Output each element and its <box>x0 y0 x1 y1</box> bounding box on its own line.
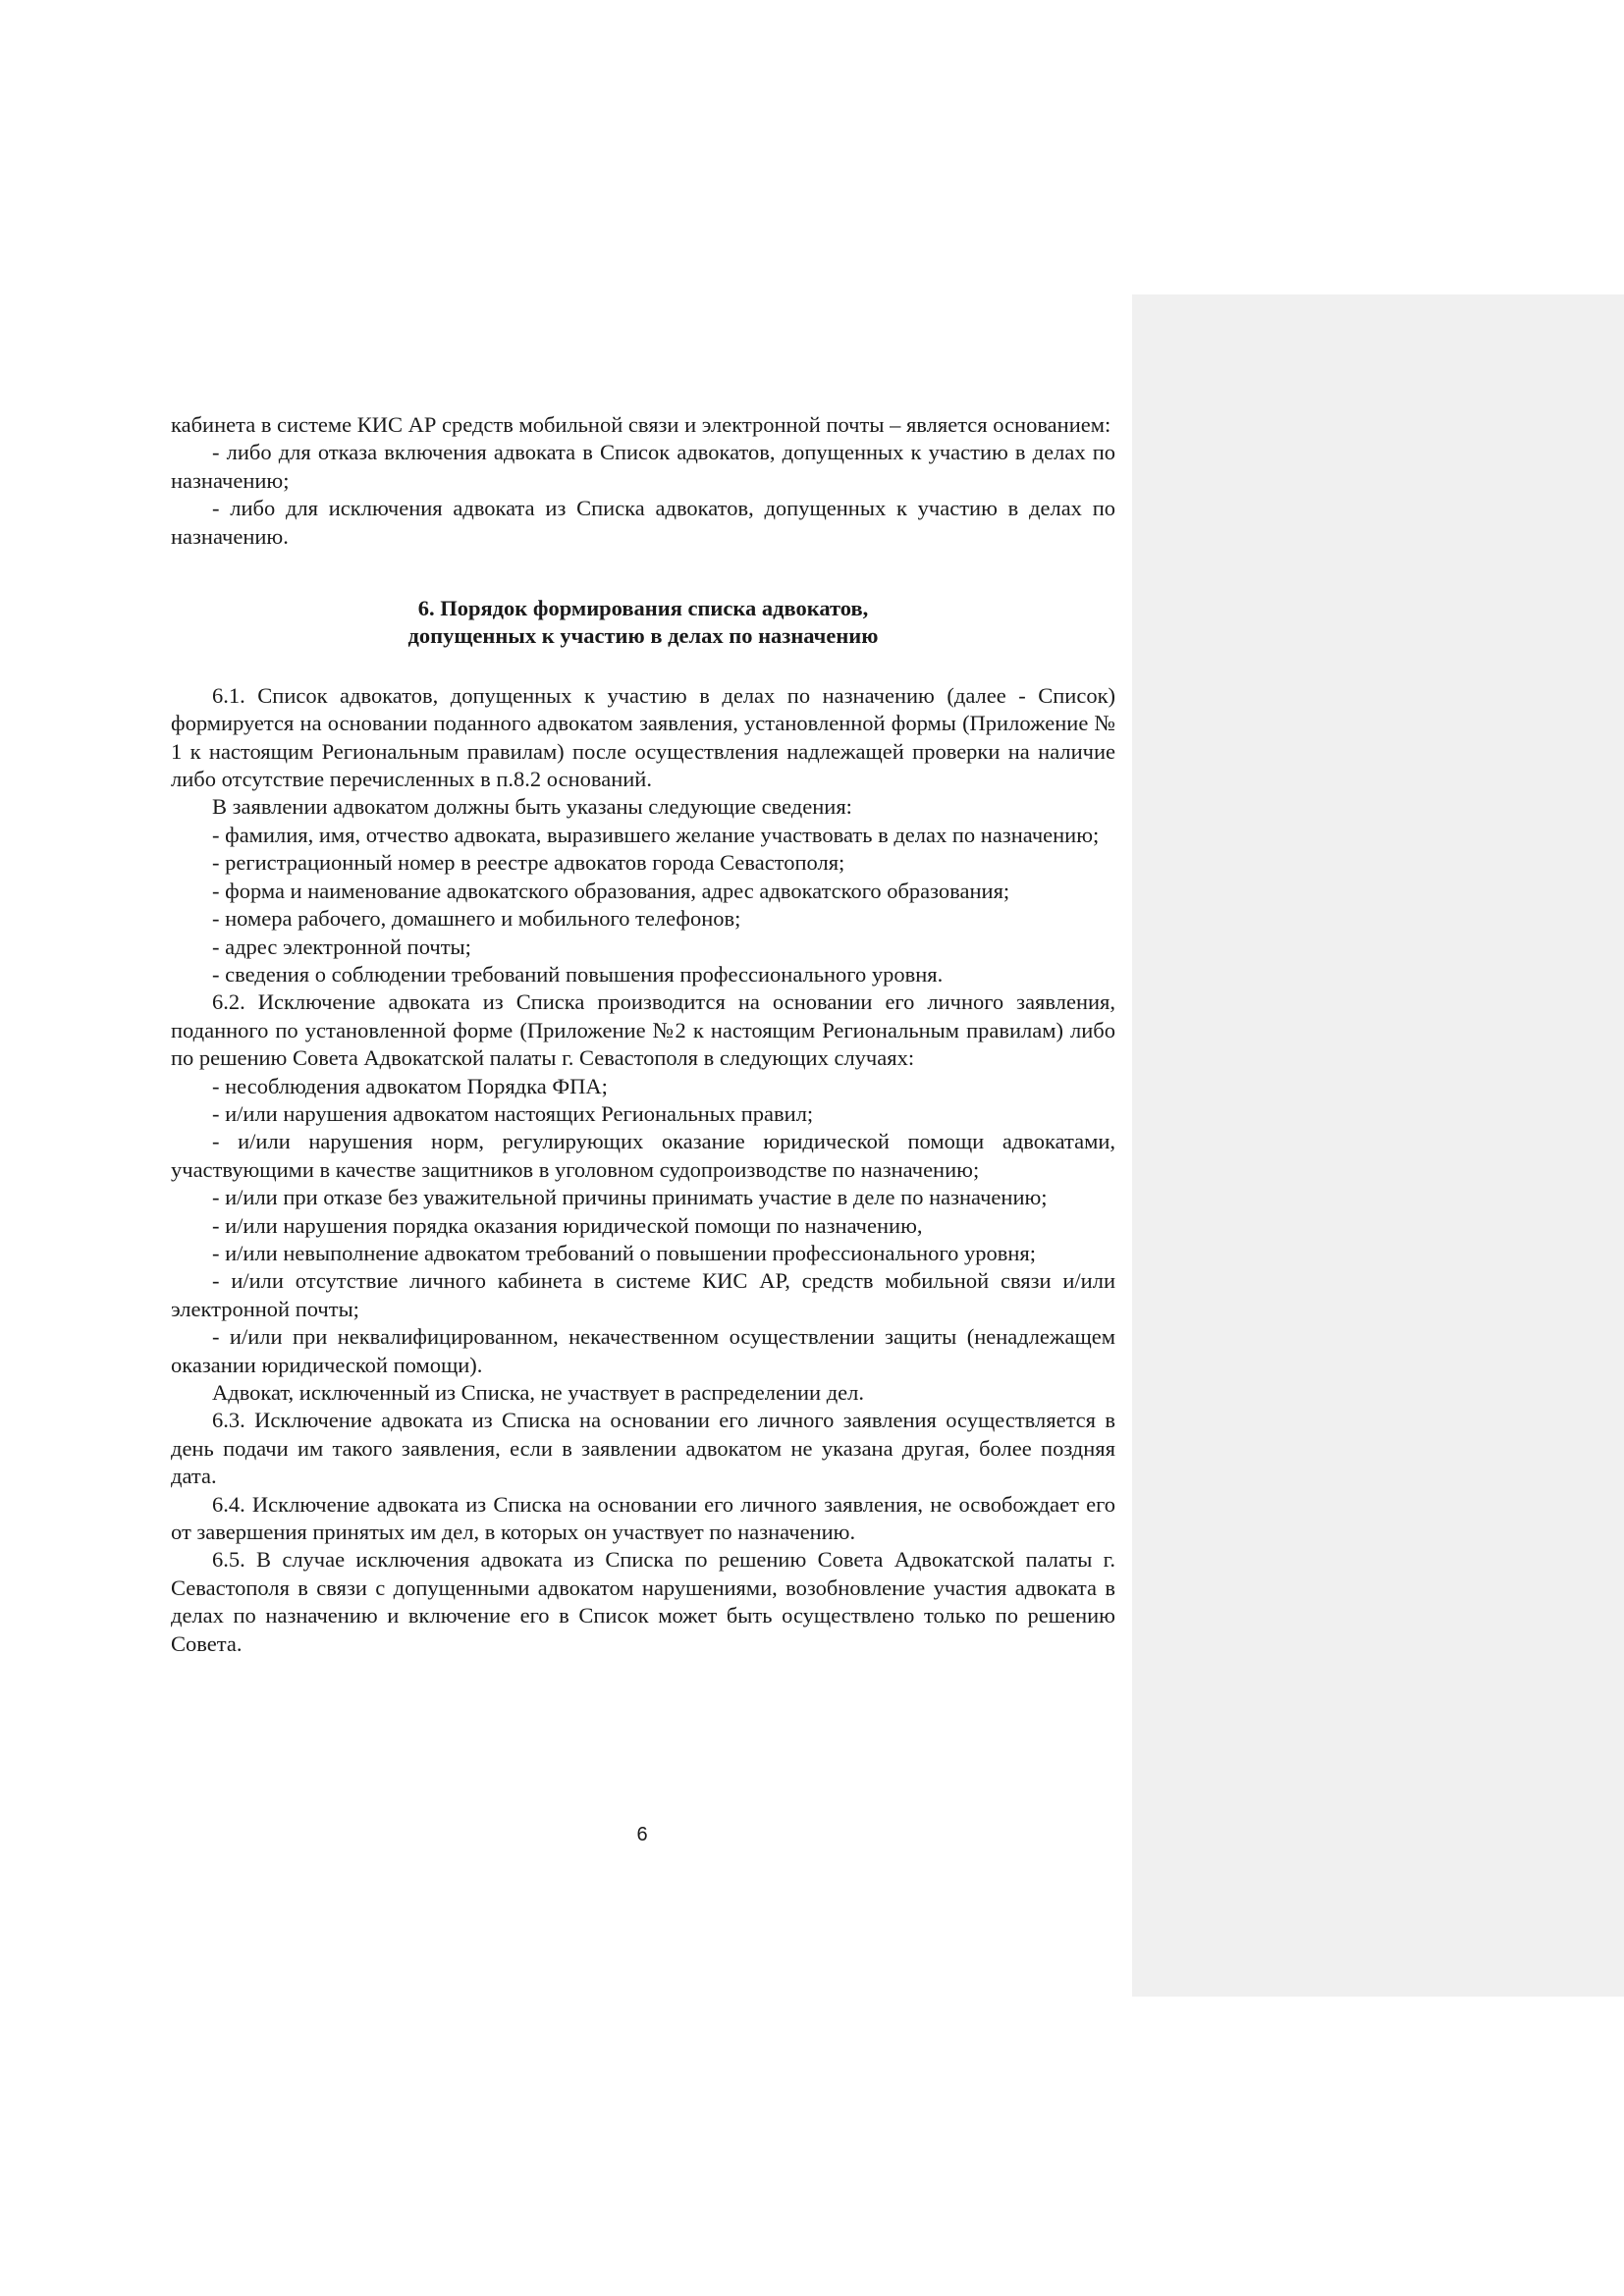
paragraph: 6.4. Исключение адвоката из Списка на основании его личного заявления, не освобождает его от завершения принятых им дел, в которых он участвует по назначению. <box>171 1491 1115 1545</box>
page-number: 6 <box>636 1824 648 1845</box>
list-item: - регистрационный номер в реестре адвокатов города Севастополя; <box>212 850 845 876</box>
section-heading-line: допущенных к участию в делах по назначению <box>407 623 879 649</box>
list-item: - номера рабочего, домашнего и мобильного телефонов; <box>212 906 741 932</box>
paragraph: 6.5. В случае исключения адвоката из Списка по решению Совета Адвокатской палаты г. Севастополя в связи с допущенными адвокатом нарушениями, возобновление участия адвоката в делах по назначению и включение его в Список может быть осуществлено только по решению Совета. <box>171 1547 1115 1656</box>
list-item: - и/или нарушения адвокатом настоящих Региональных правил; <box>212 1100 814 1126</box>
list-item: - либо для отказа включения адвоката в Список адвокатов, допущенных к участию в делах по назначению; <box>171 440 1115 493</box>
paragraph: кабинета в системе КИС АР средств мобильной связи и электронной почты – является основанием: <box>171 412 1111 437</box>
list-item: - и/или нарушения норм, регулирующих оказание юридической помощи адвокатами, участвующими в качестве защитников в уголовном судопроизводстве по назначению; <box>171 1129 1115 1182</box>
list-item: - либо для исключения адвоката из Списка адвокатов, допущенных к участию в делах по назначению. <box>171 496 1115 549</box>
list-item: - форма и наименование адвокатского образования, адрес адвокатского образования; <box>212 878 1010 903</box>
paragraph: 6.3. Исключение адвоката из Списка на основании его личного заявления осуществляется в день подачи им такого заявления, если в заявлении адвокатом не указана другая, более поздняя дата. <box>171 1408 1115 1489</box>
list-item: - и/или отсутствие личного кабинета в системе КИС АР, средств мобильной связи и/или электронной почты; <box>171 1268 1115 1321</box>
list-item: - и/или при отказе без уважительной причины принимать участие в деле по назначению; <box>212 1185 1048 1210</box>
comment-pane <box>1132 294 1624 1997</box>
document-body <box>171 411 1115 1658</box>
paragraph: В заявлении адвокатом должны быть указаны следующие сведения: <box>212 794 852 820</box>
list-item: - и/или невыполнение адвокатом требований о повышении профессионального уровня; <box>212 1240 1036 1265</box>
paragraph: Адвокат, исключенный из Списка, не участвует в распределении дел. <box>212 1380 864 1405</box>
list-item: - фамилия, имя, отчество адвоката, выразившего желание участвовать в делах по назначению; <box>212 822 1100 847</box>
section-heading <box>171 595 1115 651</box>
list-item: - сведения о соблюдении требований повышения профессионального уровня. <box>212 961 944 987</box>
list-item: - и/или нарушения порядка оказания юридической помощи по назначению, <box>212 1212 923 1238</box>
paragraph: 6.1. Список адвокатов, допущенных к участию в делах по назначению (далее - Список) формируется на основании поданного адвокатом заявления, установленной формы (Приложение № 1 к настоящим Региональным правилам) после осуществления надлежащей проверки на наличие либо отсутствие перечисленных в п.8.2 оснований. <box>171 682 1115 792</box>
section-heading-line: 6. Порядок формирования списка адвокатов, <box>417 596 869 621</box>
list-item: - адрес электронной почты; <box>212 934 471 959</box>
list-item: - несоблюдения адвокатом Порядка ФПА; <box>212 1073 608 1098</box>
list-item: - и/или при неквалифицированном, некачественном осуществлении защиты (ненадлежащем оказании юридической помощи). <box>171 1324 1115 1377</box>
paragraph: 6.2. Исключение адвоката из Списка производится на основании его личного заявления, поданного по установленной форме (Приложение №2 к настоящим Региональным правилам) либо по решению Совета Адвокатской палаты г. Севастополя в следующих случаях: <box>171 989 1115 1071</box>
